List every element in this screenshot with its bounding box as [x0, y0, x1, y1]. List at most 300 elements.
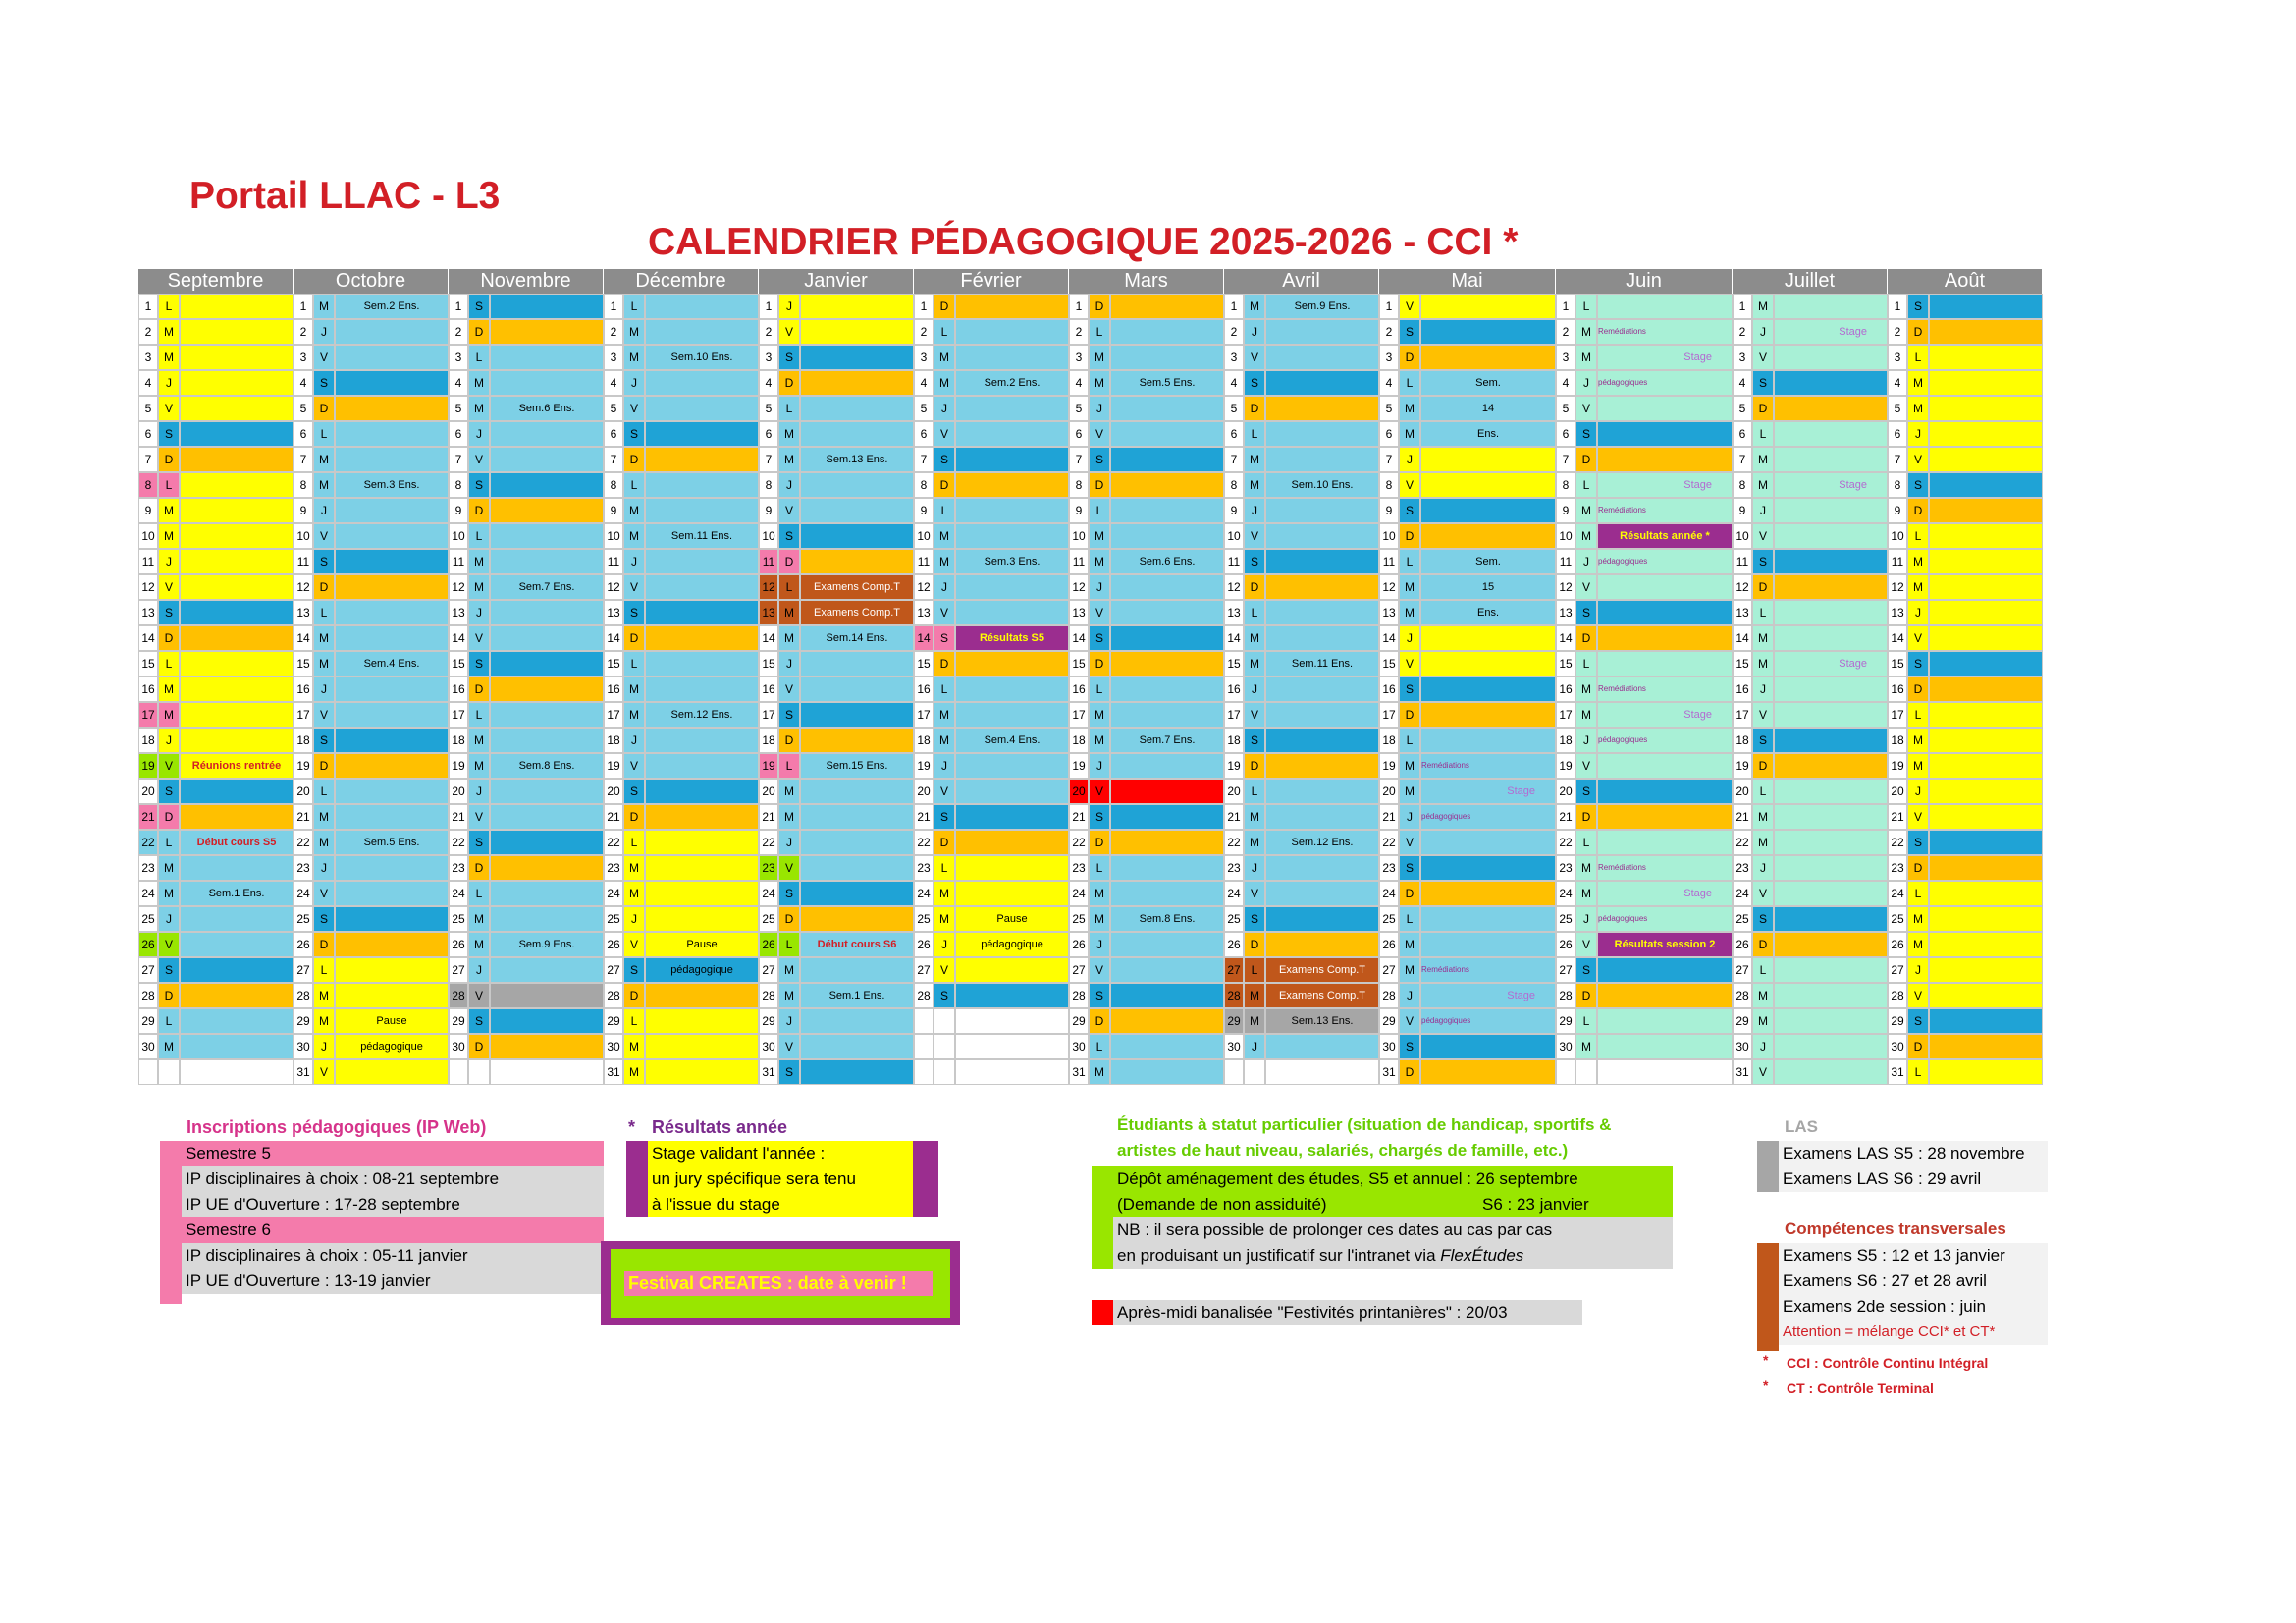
- day-note: [1597, 983, 1733, 1008]
- day-letter: D: [934, 830, 955, 855]
- day-note: [1774, 294, 1888, 319]
- day-letter: L: [468, 881, 490, 906]
- day-number: 13: [138, 600, 158, 625]
- day-note: [180, 421, 294, 447]
- day-note: [1110, 855, 1224, 881]
- day-note: [1110, 1008, 1224, 1034]
- day-number: 2: [1379, 319, 1399, 345]
- day-letter: D: [1752, 396, 1774, 421]
- day-number: 13: [604, 600, 623, 625]
- day-letter: V: [934, 957, 955, 983]
- day-number: 19: [1733, 753, 1752, 779]
- day-note: [180, 1059, 294, 1085]
- day-letter: M: [1575, 676, 1597, 702]
- day-note: [1597, 574, 1733, 600]
- day-number: 27: [1224, 957, 1244, 983]
- day-note: [1420, 319, 1556, 345]
- day-number: 3: [1224, 345, 1244, 370]
- day-number: 31: [759, 1059, 778, 1085]
- day-number: 13: [294, 600, 313, 625]
- day-number: 11: [449, 549, 468, 574]
- day-letter: D: [1244, 753, 1265, 779]
- day-number: 23: [294, 855, 313, 881]
- day-note: [1265, 345, 1379, 370]
- day-letter: S: [468, 651, 490, 676]
- day-number: [1556, 1059, 1575, 1085]
- day-note: [800, 472, 914, 498]
- day-note: [335, 779, 449, 804]
- day-note: Remédiations: [1597, 319, 1733, 345]
- day-note: [1929, 804, 2043, 830]
- day-letter: J: [1752, 498, 1774, 523]
- day-note: [955, 294, 1069, 319]
- day-number: 29: [604, 1008, 623, 1034]
- day-number: 20: [759, 779, 778, 804]
- day-number: 4: [138, 370, 158, 396]
- day-note: [490, 983, 604, 1008]
- day-letter: M: [158, 881, 180, 906]
- day-number: 29: [1069, 1008, 1089, 1034]
- day-note: [645, 549, 759, 574]
- day-number: 7: [914, 447, 934, 472]
- day-note: [955, 472, 1069, 498]
- day-letter: J: [934, 932, 955, 957]
- day-note: Ens.: [1420, 600, 1556, 625]
- day-note: [1110, 957, 1224, 983]
- day-note: [490, 1059, 604, 1085]
- day-number: 5: [449, 396, 468, 421]
- day-number: 14: [1556, 625, 1575, 651]
- day-note: [1929, 523, 2043, 549]
- day-note: [1774, 983, 1888, 1008]
- day-number: 4: [1224, 370, 1244, 396]
- day-note: [1265, 447, 1379, 472]
- day-letter: M: [934, 728, 955, 753]
- day-number: 21: [138, 804, 158, 830]
- day-number: 31: [1069, 1059, 1089, 1085]
- day-note: [800, 294, 914, 319]
- day-letter: L: [468, 523, 490, 549]
- day-letter: J: [1575, 906, 1597, 932]
- day-letter: M: [158, 702, 180, 728]
- day-note: [1929, 1034, 2043, 1059]
- day-number: 31: [604, 1059, 623, 1085]
- day-number: 12: [759, 574, 778, 600]
- day-note: Résultats S5: [955, 625, 1069, 651]
- day-note: [1929, 855, 2043, 881]
- day-letter: M: [1244, 804, 1265, 830]
- esp-line3: NB : il sera possible de prolonger ces dates au cas par cas: [1113, 1217, 1673, 1243]
- day-number: [1224, 1059, 1244, 1085]
- day-letter: S: [1399, 319, 1420, 345]
- day-number: 16: [1733, 676, 1752, 702]
- day-number: 10: [1733, 523, 1752, 549]
- day-number: 31: [1379, 1059, 1399, 1085]
- day-number: 19: [1556, 753, 1575, 779]
- day-number: 9: [138, 498, 158, 523]
- day-note: [335, 421, 449, 447]
- esp-bar: [1092, 1166, 1113, 1269]
- day-number: 25: [449, 906, 468, 932]
- day-number: 5: [1069, 396, 1089, 421]
- day-letter: S: [1575, 600, 1597, 625]
- day-number: 5: [914, 396, 934, 421]
- day-note: [1265, 753, 1379, 779]
- day-letter: D: [468, 498, 490, 523]
- day-number: 12: [1556, 574, 1575, 600]
- day-letter: M: [934, 523, 955, 549]
- day-number: 18: [1733, 728, 1752, 753]
- day-letter: V: [1244, 881, 1265, 906]
- day-number: 28: [449, 983, 468, 1008]
- day-note: Remédiations: [1597, 498, 1733, 523]
- day-number: 11: [914, 549, 934, 574]
- day-note: [335, 345, 449, 370]
- day-number: 2: [138, 319, 158, 345]
- day-letter: M: [623, 498, 645, 523]
- day-note: [1929, 957, 2043, 983]
- day-number: 21: [1224, 804, 1244, 830]
- day-letter: V: [1752, 881, 1774, 906]
- day-number: 10: [1888, 523, 1907, 549]
- day-note: pédagogiques: [1597, 728, 1733, 753]
- day-note: [1929, 728, 2043, 753]
- day-number: 17: [1556, 702, 1575, 728]
- day-letter: L: [158, 651, 180, 676]
- day-letter: L: [313, 600, 335, 625]
- day-note: [1774, 574, 1888, 600]
- day-letter: S: [1399, 855, 1420, 881]
- day-note: [1110, 498, 1224, 523]
- day-number: 23: [604, 855, 623, 881]
- day-note: [490, 421, 604, 447]
- day-letter: V: [1399, 294, 1420, 319]
- day-letter: V: [313, 881, 335, 906]
- day-letter: L: [468, 345, 490, 370]
- day-letter: L: [1399, 549, 1420, 574]
- day-number: 19: [604, 753, 623, 779]
- day-letter: D: [623, 625, 645, 651]
- day-number: 1: [138, 294, 158, 319]
- ct-line3: Examens 2de session : juin: [1779, 1294, 2048, 1320]
- day-number: 8: [914, 472, 934, 498]
- day-number: 14: [759, 625, 778, 651]
- day-letter: S: [934, 804, 955, 830]
- day-number: 15: [1733, 651, 1752, 676]
- day-note: [800, 830, 914, 855]
- day-letter: D: [468, 319, 490, 345]
- day-letter: J: [1907, 957, 1929, 983]
- day-note: [1597, 294, 1733, 319]
- day-number: 15: [138, 651, 158, 676]
- day-letter: L: [934, 498, 955, 523]
- day-number: 25: [604, 906, 623, 932]
- day-number: 27: [1888, 957, 1907, 983]
- day-letter: M: [1907, 370, 1929, 396]
- day-note: [1929, 370, 2043, 396]
- day-note: [490, 345, 604, 370]
- day-letter: D: [313, 396, 335, 421]
- day-letter: M: [1089, 345, 1110, 370]
- day-note: [645, 676, 759, 702]
- day-letter: M: [934, 549, 955, 574]
- day-letter: V: [1907, 804, 1929, 830]
- las-bar: [1757, 1141, 1779, 1192]
- day-letter: L: [468, 702, 490, 728]
- day-note: [335, 906, 449, 932]
- day-letter: J: [778, 294, 800, 319]
- day-note: pédagogiques: [1597, 370, 1733, 396]
- ct-line2: Examens S6 : 27 et 28 avril: [1779, 1269, 2048, 1294]
- day-letter: L: [934, 319, 955, 345]
- day-letter: V: [623, 396, 645, 421]
- day-letter: M: [1752, 472, 1774, 498]
- day-note: pédagogiques: [1420, 1008, 1556, 1034]
- day-number: 1: [294, 294, 313, 319]
- day-number: 3: [604, 345, 623, 370]
- month-header: Février: [914, 269, 1069, 294]
- day-letter: S: [1089, 983, 1110, 1008]
- day-number: 28: [1556, 983, 1575, 1008]
- day-letter: M: [1089, 370, 1110, 396]
- day-number: 19: [138, 753, 158, 779]
- day-note: [1774, 702, 1888, 728]
- day-letter: M: [623, 523, 645, 549]
- day-note: [1420, 498, 1556, 523]
- day-letter: J: [623, 906, 645, 932]
- month-header: Septembre: [138, 269, 294, 294]
- day-number: 21: [1069, 804, 1089, 830]
- day-note: [180, 906, 294, 932]
- day-number: 6: [1888, 421, 1907, 447]
- day-letter: L: [313, 957, 335, 983]
- day-note: [1110, 421, 1224, 447]
- day-note: [645, 472, 759, 498]
- day-note: [955, 345, 1069, 370]
- day-letter: D: [1399, 523, 1420, 549]
- day-letter: M: [468, 574, 490, 600]
- day-note: [490, 600, 604, 625]
- day-letter: J: [1575, 549, 1597, 574]
- day-letter: S: [468, 472, 490, 498]
- day-letter: S: [778, 1059, 800, 1085]
- day-letter: L: [1907, 345, 1929, 370]
- day-letter: L: [778, 396, 800, 421]
- day-letter: M: [934, 906, 955, 932]
- day-number: 7: [1888, 447, 1907, 472]
- day-letter: D: [1089, 830, 1110, 855]
- day-number: 14: [1069, 625, 1089, 651]
- ip-title: Inscriptions pédagogiques (IP Web): [187, 1117, 487, 1137]
- day-letter: [934, 1034, 955, 1059]
- day-note: [645, 625, 759, 651]
- day-number: 14: [604, 625, 623, 651]
- day-number: 3: [1379, 345, 1399, 370]
- day-note: [180, 600, 294, 625]
- day-letter: M: [1399, 396, 1420, 421]
- day-note: [645, 498, 759, 523]
- esp-line4: en produisant un justificatif sur l'intranet via FlexÉtudes: [1113, 1243, 1673, 1269]
- day-letter: [158, 1059, 180, 1085]
- day-letter: D: [1089, 472, 1110, 498]
- day-letter: M: [1089, 549, 1110, 574]
- day-number: 26: [1888, 932, 1907, 957]
- day-number: 17: [1733, 702, 1752, 728]
- day-note: Résultats session 2: [1597, 932, 1733, 957]
- day-note: [1929, 319, 2043, 345]
- day-letter: M: [623, 855, 645, 881]
- day-letter: D: [1907, 676, 1929, 702]
- day-letter: V: [1399, 830, 1420, 855]
- day-letter: D: [623, 983, 645, 1008]
- day-note: Sem.12 Ens.: [645, 702, 759, 728]
- day-number: 5: [1888, 396, 1907, 421]
- day-letter: M: [158, 1034, 180, 1059]
- day-number: 9: [294, 498, 313, 523]
- day-letter: L: [1089, 676, 1110, 702]
- day-number: 8: [1733, 472, 1752, 498]
- day-number: 13: [1224, 600, 1244, 625]
- day-note: [955, 983, 1069, 1008]
- day-number: 14: [1888, 625, 1907, 651]
- day-note: [1420, 728, 1556, 753]
- day-number: 20: [914, 779, 934, 804]
- day-number: 15: [1888, 651, 1907, 676]
- day-letter: M: [313, 472, 335, 498]
- day-number: 29: [294, 1008, 313, 1034]
- day-note: [335, 447, 449, 472]
- day-letter: M: [778, 779, 800, 804]
- day-note: [335, 702, 449, 728]
- day-number: 11: [138, 549, 158, 574]
- day-number: 7: [1556, 447, 1575, 472]
- day-note: [800, 804, 914, 830]
- day-letter: M: [1575, 881, 1597, 906]
- day-number: 18: [1556, 728, 1575, 753]
- day-note: 15: [1420, 574, 1556, 600]
- day-note: [645, 983, 759, 1008]
- day-note: [800, 523, 914, 549]
- day-note: Sem.11 Ens.: [1265, 651, 1379, 676]
- day-number: 26: [604, 932, 623, 957]
- day-number: 6: [1379, 421, 1399, 447]
- day-note: [1597, 779, 1733, 804]
- day-letter: D: [1244, 574, 1265, 600]
- day-letter: S: [623, 600, 645, 625]
- day-number: 17: [914, 702, 934, 728]
- day-note: [1774, 498, 1888, 523]
- day-note: Sem.1 Ens.: [800, 983, 914, 1008]
- day-letter: M: [468, 396, 490, 421]
- month-header: Avril: [1224, 269, 1379, 294]
- day-letter: M: [934, 345, 955, 370]
- day-note: [335, 676, 449, 702]
- day-letter: L: [1575, 830, 1597, 855]
- day-letter: M: [158, 345, 180, 370]
- day-number: 27: [1379, 957, 1399, 983]
- day-note: [1265, 676, 1379, 702]
- day-letter: D: [158, 625, 180, 651]
- day-number: 3: [759, 345, 778, 370]
- day-note: [1265, 625, 1379, 651]
- month-header: Décembre: [604, 269, 759, 294]
- day-number: 9: [1556, 498, 1575, 523]
- day-number: 4: [914, 370, 934, 396]
- ip-s6-disc: IP disciplinaires à choix : 05-11 janvier: [182, 1243, 604, 1269]
- day-note: Sem.5 Ens.: [335, 830, 449, 855]
- day-number: 15: [759, 651, 778, 676]
- day-letter: L: [1752, 421, 1774, 447]
- day-number: 16: [604, 676, 623, 702]
- day-number: 8: [1556, 472, 1575, 498]
- day-letter: J: [158, 549, 180, 574]
- day-note: [1110, 779, 1224, 804]
- esp-title-1: Étudiants à statut particulier (situation de handicap, sportifs &: [1117, 1115, 1612, 1134]
- day-letter: D: [934, 294, 955, 319]
- day-note: [490, 855, 604, 881]
- day-letter: M: [934, 370, 955, 396]
- day-note: [800, 1008, 914, 1034]
- day-letter: M: [778, 625, 800, 651]
- day-letter: S: [778, 881, 800, 906]
- day-note: Sem.12 Ens.: [1265, 830, 1379, 855]
- day-number: 10: [294, 523, 313, 549]
- day-number: 16: [1888, 676, 1907, 702]
- day-number: 16: [1224, 676, 1244, 702]
- day-number: 9: [1733, 498, 1752, 523]
- day-note: [335, 753, 449, 779]
- results-line2: un jury spécifique sera tenu: [652, 1169, 856, 1188]
- day-number: 28: [1733, 983, 1752, 1008]
- day-number: 29: [1888, 1008, 1907, 1034]
- day-number: 8: [1888, 472, 1907, 498]
- ip-s5-ue: IP UE d'Ouverture : 17-28 septembre: [182, 1192, 604, 1217]
- day-note: [1420, 906, 1556, 932]
- day-note: Sem.: [1420, 549, 1556, 574]
- day-letter: D: [1244, 932, 1265, 957]
- day-number: 10: [759, 523, 778, 549]
- day-number: 26: [138, 932, 158, 957]
- day-number: 6: [604, 421, 623, 447]
- day-number: 4: [1556, 370, 1575, 396]
- day-note: Sem.10 Ens.: [645, 345, 759, 370]
- day-letter: L: [1089, 855, 1110, 881]
- day-letter: M: [1575, 523, 1597, 549]
- day-number: 12: [1733, 574, 1752, 600]
- day-note: [1110, 702, 1224, 728]
- day-note: [955, 600, 1069, 625]
- day-note: [645, 830, 759, 855]
- day-number: 24: [1224, 881, 1244, 906]
- day-number: 30: [1379, 1034, 1399, 1059]
- day-note: [180, 779, 294, 804]
- day-number: 22: [1379, 830, 1399, 855]
- day-number: [138, 1059, 158, 1085]
- day-letter: D: [1089, 294, 1110, 319]
- day-number: 17: [759, 702, 778, 728]
- day-letter: M: [778, 421, 800, 447]
- day-number: 19: [1888, 753, 1907, 779]
- day-letter: V: [468, 625, 490, 651]
- day-note: [335, 574, 449, 600]
- day-note: [645, 728, 759, 753]
- day-number: 16: [1069, 676, 1089, 702]
- day-note: [335, 600, 449, 625]
- day-number: 26: [1379, 932, 1399, 957]
- day-number: 9: [604, 498, 623, 523]
- day-note: [180, 472, 294, 498]
- day-note: [180, 574, 294, 600]
